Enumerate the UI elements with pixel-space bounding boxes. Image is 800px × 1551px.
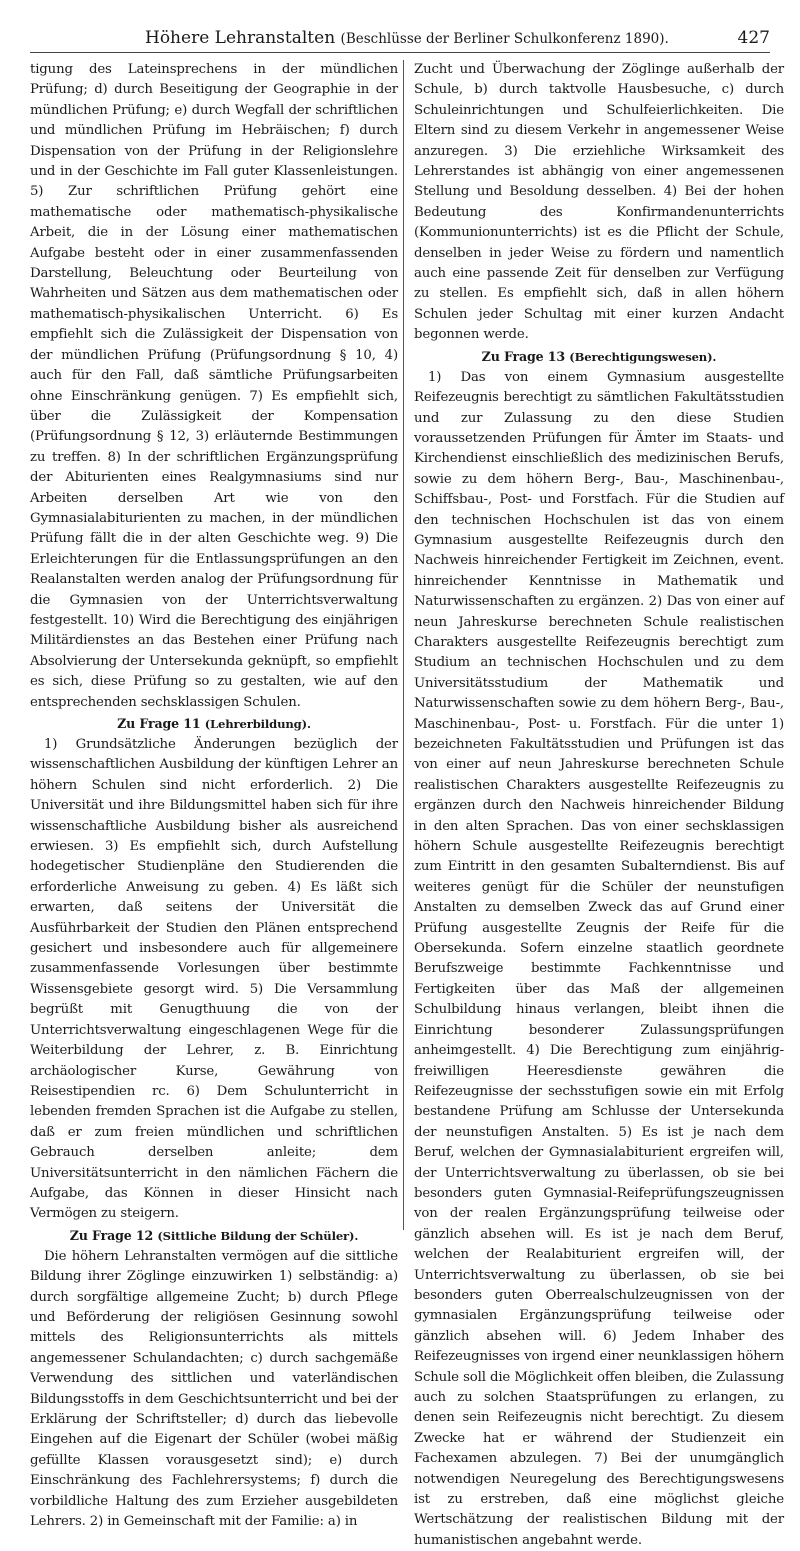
heading-question-13-label: Zu Frage 13 bbox=[481, 348, 565, 364]
page-number: 427 bbox=[737, 28, 770, 48]
running-header bbox=[30, 28, 770, 52]
heading-question-13-topic: (Berechtigungswesen). bbox=[569, 349, 717, 364]
paragraph-question-13: 1) Das von einem Gymnasium ausgestellte Reifezeugnis berechtigt zu sämtlichen Fakultätsstudien und zur Zulassung zu den diese Studien voraussetzenden Prüfungen für Ämter im Staats- und Kirchendienst einschließlich des medizinischen Berufs, sowie zu dem höhern Berg-, Bau-, Maschinenbau-, Schiffsbau-, Post- und Forstfach. Für die Studien auf den technischen Hochschulen ist das von einem Gymnasium ausgestellte Reifezeugnis durch den Nachweis hinreichender Fertigkeit im Zeichnen, event. hinreichender Kenntnisse in Mathematik und Naturwissenschaften zu ergänzen. 2) Das von einer auf neun Jahreskurse berechneten Schule realistischen Charakters ausgestellte Reifezeugnis berechtigt zum Studium an technischen Hochschulen und zu dem Universitätsstudium der Mathematik und Naturwissenschaften sowie zu dem höhern Berg-, Bau-, Maschinenbau-, Post- u. Forstfach. Für die unter 1) bezeichneten Fakultätsstudien und Prüfungen ist das von einer auf neun Jahreskurse berechneten Schule realistischen Charakters ausgestellte Reifezeugnis zu ergänzen durch den Nachweis hinreichender Bildung in den alten Sprachen. Das von einer sechsklassigen höhern Schule ausgestellte Reifezeugnis berechtigt zum Eintritt in den gesamten Subalterndienst. Bis auf weiteres genügt für die Schüler der neunstufigen Anstalten zu demselben Zweck das auf Grund einer Prüfung ausgestellte Zeugnis der Reife für die Obersekunda. Sofern einzelne staatlich geordnete Berufszweige bestimmte Fachkenntnisse und Fertigkeiten über das Maß der allgemeinen Schulbildung hinaus verlangen, bleibt ihnen die Einrichtung besonderer Zulassungsprüfungen anheimgestellt. 4) Die Berechtigung zum einjährig-freiwilligen Heeresdienste gewähren die Reifezeugnisse der sechsstufigen sowie ein mit Erfolg bestandene Prüfung am Schlusse der Untersekunda der neunstufigen Anstalten. 5) Es ist je nach dem Beruf, welchen der Gymnasialabiturient ergreifen will, der Unterrichtsverwaltung zu überlassen, ob sie bei besonders guten Gymnasial-Reifeprüfungszeugnissen von der realen Ergänzungsprüfung teilweise oder gänzlich absehen will. Es ist je nach dem Beruf, welchen der Realabiturient ergreifen will, der Unterrichtsverwaltung zu überlassen, ob sie bei besonders guten Oberrealschulzeugnissen von der gymnasialen Ergänzungsprüfung teilweise oder gänzlich absehen will. 6) Jedem Inhaber des Reifezeugnisses von irgend einer neunklassigen höhern Schule soll die Möglichkeit offen bleiben, die Zulassung auch zu solchen Staatsprüfungen zu erlangen, zu denen sein Reifezeugnis nicht berechtigt. Zu diesem Zwecke hat er während der Studienzeit ein Fachexamen abzulegen. 7) Bei der unumgänglich notwendigen Neuregelung des Berechtigungswesens ist zu erstreben, daß eine möglichst gleiche Wertschätzung der realistischen Bildung mit der humanistischen angebahnt werde. bbox=[414, 369, 784, 1548]
heading-question-11-label: Zu Frage 11 bbox=[117, 716, 201, 731]
heading-question-12-topic: (Sittliche Bildung der Schüler). bbox=[157, 1228, 359, 1243]
heading-question-11 bbox=[30, 714, 398, 734]
heading-question-11-topic: (Lehrerbildung). bbox=[204, 717, 311, 731]
heading-question-13 bbox=[414, 347, 784, 367]
column-divider bbox=[403, 60, 404, 1230]
paragraph-question-12-continued: Zucht und Überwachung der Zöglinge außerhalb der Schule, b) durch taktvolle Hausbesuche, c) durch Schuleinrichtungen und Schulfeierlichkeiten. Die Eltern sind zu diesem Verkehr in angemessener Weise anzuregen. 3) Die erziehliche Wirksamkeit des Lehrerstandes ist abhängig von einer angemessenen Stellung und Besoldung desselben. 4) Bei der hohen Bedeutung des Konfirmandenunterrichts (Kommunionunterrichts) ist es die Pflicht der Schule, denselben in jeder Weise zu fördern und namentlich auch eine passende Zeit für denselben zur Verfügung zu stellen. Es empfiehlt sich, daß in allen höhern Schulen jeder Schultag mit einer kurzen Andacht begonnen werde. bbox=[414, 62, 784, 343]
header-title-main: Höhere Lehranstalten bbox=[145, 28, 336, 48]
paragraph-question-11: 1) Grundsätzliche Änderungen bezüglich der wissenschaftlichen Ausbildung der künftigen Lehrer an höhern Schulen sind nicht erforderlich. 2) Die Universität und ihre Bildungsmittel haben sich für ihre wissenschaftliche Ausbildung bisher als ausreichend erwiesen. 3) Es empfiehlt sich, durch Aufstellung hodegetischer Studienpläne den Studierenden die erforderliche Anweisung zu geben. 4) Es läßt sich erwarten, daß seitens der Universität die Ausführbarkeit der Studien den Plänen entsprechend gesichert und insbesondere auch für allgemeinere zusammenfassende Vorlesungen über bestimmte Wissensgebiete gesorgt wird. 5) Die Versammlung begrüßt mit Genugthuung die von der Unterrichtsverwaltung eingeschlagenen Wege für die Weiterbildung der Lehrer, z. B. Einrichtung archäologischer Kurse, Gewährung von Reisestipendien rc. 6) Dem Schulunterricht in lebenden fremden Sprachen ist die Aufgabe zu stellen, daß er zum freien mündlichen und schriftlichen Gebrauch derselben anleite; dem Universitätsunterricht in den nämlichen Fächern die Aufgabe, das Können in dieser Hinsicht nach Vermögen zu steigern. bbox=[30, 737, 398, 1222]
paragraph-question-10-continued: tigung des Lateinsprechens in der mündlichen Prüfung; d) durch Beseitigung der Geographie in der mündlichen Prüfung; e) durch Wegfall der schriftlichen und mündlichen Prüfung im Hebräischen; f) durch Dispensation von der Prüfung in der Religionslehre und in der Geschichte im Fall guter Klassenleistungen. 5) Zur schriftlichen Prüfung gehört eine mathematische oder mathematisch-physikalische Arbeit, die in der Lösung einer mathematischen Aufgabe besteht oder in einer zusammenfassenden Darstellung, Beleuchtung oder Beurteilung von Wahrheiten und Sätzen aus dem mathematischen oder mathematisch-physikalischen Unterricht. 6) Es empfiehlt sich die Zulässigkeit der Dispensation von der mündlichen Prüfung (Prüfungsordnung § 10, 4) auch für den Fall, daß sämtliche Prüfungsarbeiten ohne Einschränkung genügen. 7) Es empfiehlt sich, über die Zulässigkeit der Kompensation (Prüfungsordnung § 12, 3) erläuternde Bestimmungen zu treffen. 8) In der schriftlichen Ergänzungsprüfung der Abiturienten eines Realgymnasiums sind nur Arbeiten derselben Art wie von den Gymnasialabiturienten zu machen, in der mündlichen Prüfung fällt die in der alten Geschichte weg. 9) Die Erleichterungen für die Entlassungsprüfungen an den Realanstalten werden analog der Prüfungsordnung für die Gymnasien von der Unterrichtsverwaltung festgestellt. 10) Wird die Berechtigung des einjährigen Militärdienstes an das Bestehen einer Prüfung nach Absolvierung der Untersekunda geknüpft, so empfiehlt es sich, diese Prüfung so zu gestalten, wie auf den entsprechenden sechsklassigen Schulen. bbox=[30, 62, 398, 710]
left-column bbox=[30, 60, 398, 1532]
header-title bbox=[145, 28, 669, 48]
heading-question-12-label: Zu Frage 12 bbox=[69, 1227, 154, 1243]
paragraph-question-12: Die höhern Lehranstalten vermögen auf die sittliche Bildung ihrer Zöglinge einzuwirken 1) selbständig: a) durch sorgfältige allgemeine Zucht; b) durch Pflege und Beförderung der religiösen Gesinnung sowohl mittels des Religionsunterrichts als mittels angemessener Schulandachten; c) durch sachgemäße Verwendung des sittlichen und vaterländischen Bildungsstoffs in dem Geschichtsunterricht und bei der Erklärung der Schriftsteller; d) durch das liebevolle Eingehen auf die Eigenart der Schüler (wobei mäßig gefüllte Klassen vorausgesetzt sind); e) durch Einschränkung des Fachlehrersystems; f) durch die vorbildliche Haltung des zum Erzieher ausgebildeten Lehrers. 2) in Gemeinschaft mit der Familie: a) in bbox=[30, 1248, 398, 1530]
header-rule bbox=[30, 52, 770, 53]
right-column bbox=[414, 60, 784, 1551]
heading-question-12 bbox=[30, 1226, 398, 1246]
header-subtitle: (Beschlüsse der Berliner Schulkonferenz 1890). bbox=[340, 31, 669, 47]
